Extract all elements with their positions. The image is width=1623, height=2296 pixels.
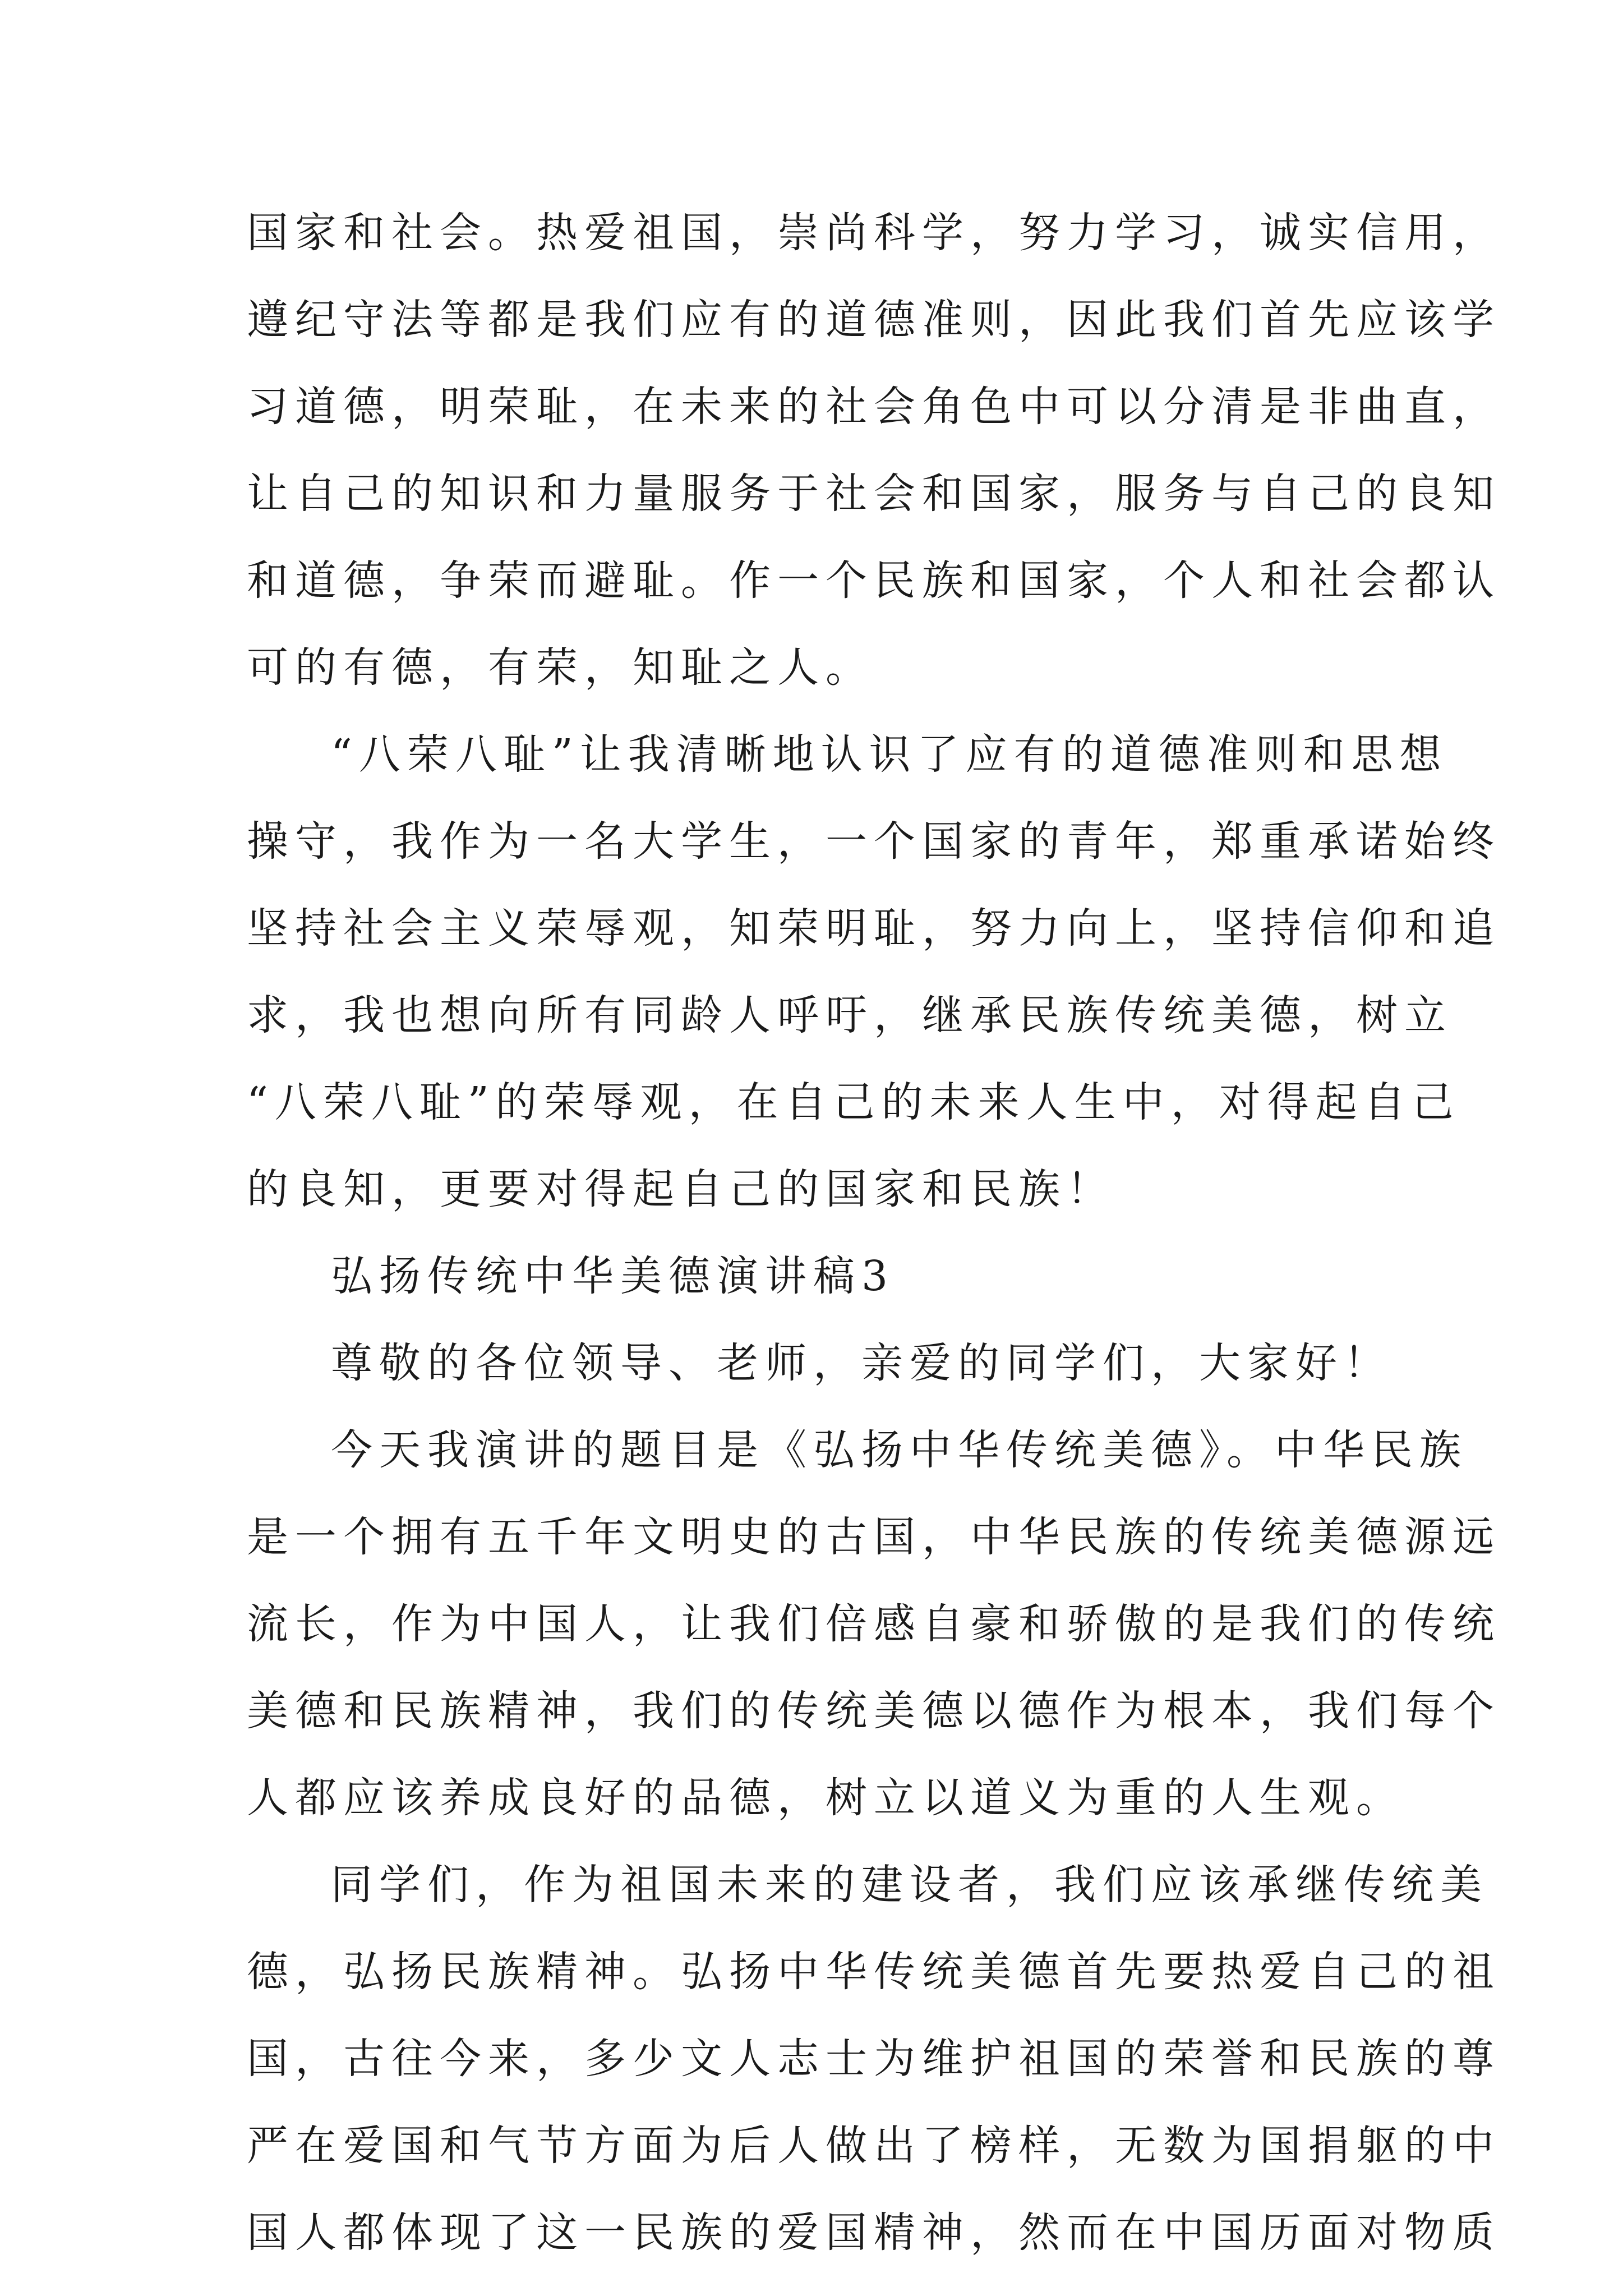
text-line: 美德和民族精神，我们的传统美德以德作为根本，我们每个 bbox=[247, 1687, 1501, 1735]
text-line: 可的有德，有荣，知耻之人。 bbox=[247, 643, 874, 692]
text-line: 习道德，明荣耻，在未来的社会角色中可以分清是非曲直， bbox=[247, 383, 1501, 431]
paragraph-first-line: “八荣八耻”让我清晰地认识了应有的道德准则和思想 bbox=[331, 730, 1448, 779]
text-line: 是一个拥有五千年文明史的古国，中华民族的传统美德源远 bbox=[247, 1513, 1501, 1561]
text-line: 坚持社会主义荣辱观，知荣明耻，努力向上，坚持信仰和追 bbox=[247, 904, 1501, 953]
text-line: 遵纪守法等都是我们应有的道德准则，因此我们首先应该学 bbox=[247, 296, 1501, 344]
text-line: 求，我也想向所有同龄人呼吁，继承民族传统美德，树立 bbox=[247, 991, 1453, 1039]
text-line: 国家和社会。热爱祖国，崇尚科学，努力学习，诚实信用， bbox=[247, 209, 1501, 257]
paragraph-first-line: 同学们，作为祖国未来的建设者，我们应该承继传统美 bbox=[331, 1861, 1488, 1909]
text-line: 和道德，争荣而避耻。作一个民族和国家，个人和社会都认 bbox=[247, 556, 1501, 605]
text-line: 德，弘扬民族精神。弘扬中华传统美德首先要热爱自己的祖 bbox=[247, 1948, 1501, 1996]
text-line: 流长，作为中国人，让我们倍感自豪和骄傲的是我们的传统 bbox=[247, 1600, 1501, 1648]
text-line: 让自己的知识和力量服务于社会和国家，服务与自己的良知 bbox=[247, 470, 1501, 518]
section-heading: 弘扬传统中华美德演讲稿3 bbox=[331, 1252, 895, 1300]
paragraph-first-line: 今天我演讲的题目是《弘扬中华传统美德》。中华民族 bbox=[331, 1426, 1468, 1474]
text-line: 严在爱国和气节方面为后人做出了榜样，无数为国捐躯的中 bbox=[247, 2122, 1501, 2170]
text-line: 人都应该养成良好的品德，树立以道义为重的人生观。 bbox=[247, 1774, 1404, 1822]
text-line: “八荣八耻”的荣辱观，在自己的未来人生中，对得起自己 bbox=[247, 1078, 1460, 1126]
greeting-line: 尊敬的各位领导、老师，亲爱的同学们，大家好！ bbox=[331, 1339, 1392, 1387]
text-line: 国，古往今来，多少文人志士为维护祖国的荣誉和民族的尊 bbox=[247, 2035, 1501, 2083]
text-line: 的良知，更要对得起自己的国家和民族！ bbox=[247, 1165, 1115, 1213]
text-line: 操守，我作为一名大学生，一个国家的青年，郑重承诺始终 bbox=[247, 817, 1501, 866]
text-line: 国人都体现了这一民族的爱国精神，然而在中国历面对物质 bbox=[247, 2208, 1501, 2257]
